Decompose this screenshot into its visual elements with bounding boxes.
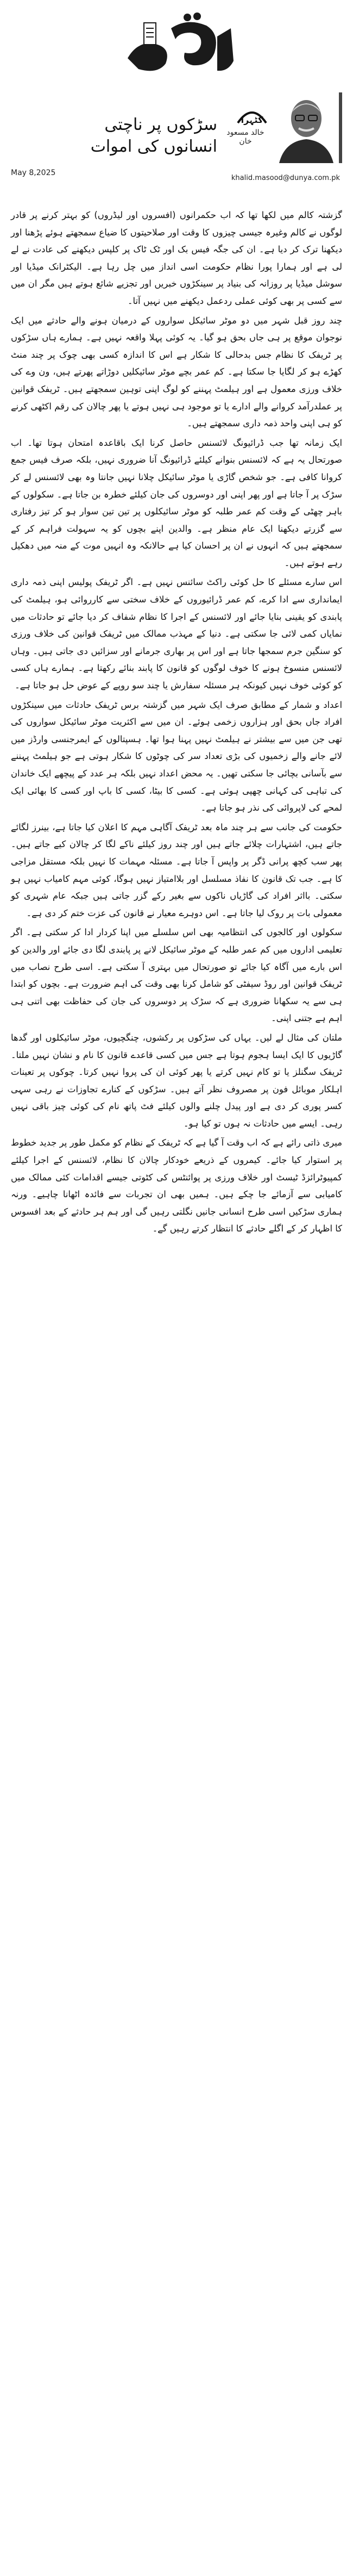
article-paragraph: اعداد و شمار کے مطابق صرف ایک شہر میں گزشتہ برس ٹریفک حادثات میں سینکڑوں افراد جاں بحق اور ہزاروں زخمی ہوئے۔ ان میں سے اکثریت موٹر سائیکل سواروں کی تھی جن میں سے بیشتر نے ہیلمٹ نہیں پہنا ہوا تھا۔ ہسپتالوں کے ایمرجنسی وارڈز میں لائے جانے والے زخمیوں کی بڑی تعداد سر کی چوٹوں کا شکار ہوتی ہے جو ہیلمٹ پہننے سے بآسانی بچائی جا سکتی تھیں۔ یہ محض اعداد نہیں بلکہ ہر عدد کے پیچھے ایک خاندان کی تباہی کی کہانی چھپی ہوئی ہے۔ کسی کا بیٹا، کسی کا باپ اور کسی کا بھائی ایک لمحے کی لاپروائی کی نذر ہو جاتا ہے۔ bbox=[11, 699, 342, 813]
author-email: khalid.masood@dunya.com.pk bbox=[231, 174, 340, 182]
column-badge-label: کٹہرا bbox=[241, 115, 263, 125]
author-portrait-graphic bbox=[274, 92, 339, 163]
author-name: خالد مسعود خان bbox=[226, 128, 264, 146]
article-paragraph: سکولوں اور کالجوں کی انتظامیہ بھی اس سلسلے میں اپنا کردار ادا کر سکتی ہے۔ اگر تعلیمی اداروں میں کم عمر طلبہ کے موٹر سائیکل لانے پر پابندی لگا دی جائے اور والدین کو اس بارے میں آگاہ کیا جائے تو صورتحال میں بہتری آ سکتی ہے۔ اسی طرح نصاب میں ٹریفک قوانین اور روڈ سیفٹی کو شامل کرنا بھی وقت کی اہم ضرورت ہے۔ بچوں کو ابتدا ہی سے یہ سکھانا ضروری ہے کہ سڑک پر دوسروں کی جان کی حفاظت بھی اتنی ہی اہم ہے جتنی اپنی۔ bbox=[11, 927, 342, 1024]
masthead bbox=[0, 0, 353, 92]
column-headline: سڑکوں پر ناچتی انسانوں کی اموات bbox=[90, 115, 217, 156]
author-photo bbox=[274, 92, 342, 163]
article-paragraph: گزشتہ کالم میں لکھا تھا کہ اب حکمرانوں (افسروں اور لیڈروں) کو بہتر کرنے پر قادر لوگوں نے کالم وغیرہ جیسی چیزوں کا وقت اور صلاحیتوں کا ضیاع سمجھتے ہوئے پڑھنا اور دیکھنا ترک کر دیا ہے۔ ان کی جگہ فیس بک اور ٹک ٹاک پر کلپس دیکھنے کی عادت نے لے لی ہے اور ہمارا پورا نظام حکومت اسی انداز میں چل رہا ہے۔ الیکٹرانک میڈیا اور سوشل میڈیا پر روزانہ کی بنیاد پر سینکڑوں خبریں اور تجزیے شائع ہوتے ہیں مگر ان میں سے کسی پر بھی کوئی عملی ردعمل دیکھنے میں نہیں آتا۔ bbox=[11, 210, 342, 306]
byline bbox=[0, 92, 353, 201]
article-paragraph: ملتان کی مثال لے لیں۔ یہاں کی سڑکوں پر رکشوں، چنگچیوں، موٹر سائیکلوں اور گدھا گاڑیوں کا ایک ایسا ہجوم ہوتا ہے جس میں کسی قاعدے قانون کا نام و نشان نہیں ملتا۔ ٹریفک سگنلز یا تو کام نہیں کرتے یا پھر کوئی ان کی پروا نہیں کرتا۔ چوکوں پر تعینات اہلکار موبائل فون پر مصروف نظر آتے ہیں۔ سڑکوں کے کنارے تجاوزات نے رہی سہی کسر پوری کر دی ہے اور پیدل چلنے والوں کیلئے فٹ پاتھ نام کی کوئی چیز باقی نہیں رہی۔ ایسے میں حادثات نہ ہوں تو کیا ہو۔ bbox=[11, 1032, 342, 1129]
column-name-badge bbox=[235, 101, 269, 127]
publication-date: May 8,2025 bbox=[11, 169, 56, 177]
dunya-logo bbox=[106, 7, 247, 83]
article-paragraph: چند روز قبل شہر میں دو موٹر سائیکل سواروں کے درمیان ہونے والے حادثے میں ایک نوجوان موقع پر ہی جاں بحق ہو گیا۔ یہ کوئی پہلا واقعہ نہیں ہے۔ ہمارے ہاں سڑکوں پر ٹریفک کا نظام جس بدحالی کا شکار ہے اس کا اندازہ کسی بھی چوک پر چند منٹ کھڑے ہو کر لگایا جا سکتا ہے۔ کم عمر بچے موٹر سائیکلیں دوڑاتے پھرتے ہیں، ون وے کی خلاف ورزی معمول ہے اور ہیلمٹ پہننے کو لوگ اپنی توہین سمجھتے ہیں۔ ٹریفک قوانین پر عملدرآمد کروانے والے ادارے یا تو موجود ہی نہیں ہوتے یا پھر چالان کی رقم اکٹھی کرنے کو ہی اپنی واحد ذمہ داری سمجھتے ہیں۔ bbox=[11, 315, 342, 429]
article-paragraph: ایک زمانہ تھا جب ڈرائیونگ لائسنس حاصل کرنا ایک باقاعدہ امتحان ہوتا تھا۔ اب صورتحال یہ ہے کہ لائسنس بنوانے کیلئے ڈرائیونگ آنا ضروری نہیں، بلکہ صرف فیس جمع کروانا کافی ہے۔ جو شخص گاڑی یا موٹر سائیکل چلانا نہیں جانتا وہ بھی لائسنس لے کر سڑک پر آ جاتا ہے اور پھر اپنی اور دوسروں کی جان کیلئے خطرہ بن جاتا ہے۔ سکولوں کے باہر چھٹی کے وقت کم عمر طلبہ کو موٹر سائیکلوں پر تین تین سوار ہو کر تیز رفتاری سے گزرتے دیکھنا ایک عام منظر ہے۔ والدین اپنے بچوں کو یہ سہولت فراہم کر کے سمجھتے ہیں کہ انہوں نے ان پر احسان کیا ہے حالانکہ وہ انہیں موت کے منہ میں دھکیل رہے ہوتے ہیں۔ bbox=[11, 437, 342, 568]
article-paragraph: حکومت کی جانب سے ہر چند ماہ بعد ٹریفک آگاہی مہم کا اعلان کیا جاتا ہے، بینرز لگائے جاتے ہیں، اشتہارات چلائے جاتے ہیں اور چند روز کیلئے ناکے لگا کر چالان کیے جاتے ہیں۔ پھر سب کچھ پرانی ڈگر پر واپس آ جاتا ہے۔ مسئلہ مہمات کا نہیں بلکہ مستقل مزاجی کا ہے۔ جب تک قانون کا نفاذ مسلسل اور بلاامتیاز نہیں ہوگا، کوئی مہم کامیاب نہیں ہو سکتی۔ بااثر افراد کی گاڑیاں ناکوں سے بغیر رکے گزر جاتی ہیں جبکہ عام شہری کو معمولی بات پر روک لیا جاتا ہے۔ اس دوہرے معیار نے قانون کی عزت ختم کر دی ہے۔ bbox=[11, 822, 342, 918]
dunya-logo-graphic bbox=[106, 7, 247, 83]
article-body bbox=[11, 207, 342, 1240]
column-badge-graphic bbox=[235, 101, 269, 127]
article-paragraph: میری ذاتی رائے ہے کہ اب وقت آ گیا ہے کہ ٹریفک کے نظام کو مکمل طور پر جدید خطوط پر استوار کیا جائے۔ کیمروں کے ذریعے خودکار چالان کا نظام، لائسنس کے اجرا کیلئے کمپیوٹرائزڈ ٹیسٹ اور خلاف ورزی پر پوائنٹس کی کٹوتی جیسے اقدامات کئی ممالک میں کامیابی سے آزمائے جا چکے ہیں۔ ہمیں بھی ان تجربات سے فائدہ اٹھانا چاہیے۔ ورنہ ہماری سڑکیں اسی طرح انسانی جانیں نگلتی رہیں گی اور ہم ہر حادثے کے بعد افسوس کا اظہار کر کے اگلے حادثے کا انتظار کرتے رہیں گے۔ bbox=[11, 1137, 342, 1234]
article-paragraph: اس سارے مسئلے کا حل کوئی راکٹ سائنس نہیں ہے۔ اگر ٹریفک پولیس اپنی ذمہ داری ایمانداری سے ادا کرے، کم عمر ڈرائیوروں کے خلاف سختی سے کارروائی ہو، ہیلمٹ کی پابندی کو یقینی بنایا جائے اور لائسنس کے اجرا کا نظام شفاف کر دیا جائے تو حادثات میں نمایاں کمی لائی جا سکتی ہے۔ دنیا کے مہذب ممالک میں ٹریفک قوانین کی خلاف ورزی کو سنگین جرم سمجھا جاتا ہے اور اس پر بھاری جرمانے اور سزائیں دی جاتی ہیں۔ وہاں لائسنس منسوخ ہونے کا خوف لوگوں کو قانون کا پابند بنائے رکھتا ہے۔ ہمارے ہاں کسی کو کوئی خوف نہیں کیونکہ ہر مسئلہ سفارش یا چند سو روپے کے عوض حل ہو جاتا ہے۔ bbox=[11, 577, 342, 691]
